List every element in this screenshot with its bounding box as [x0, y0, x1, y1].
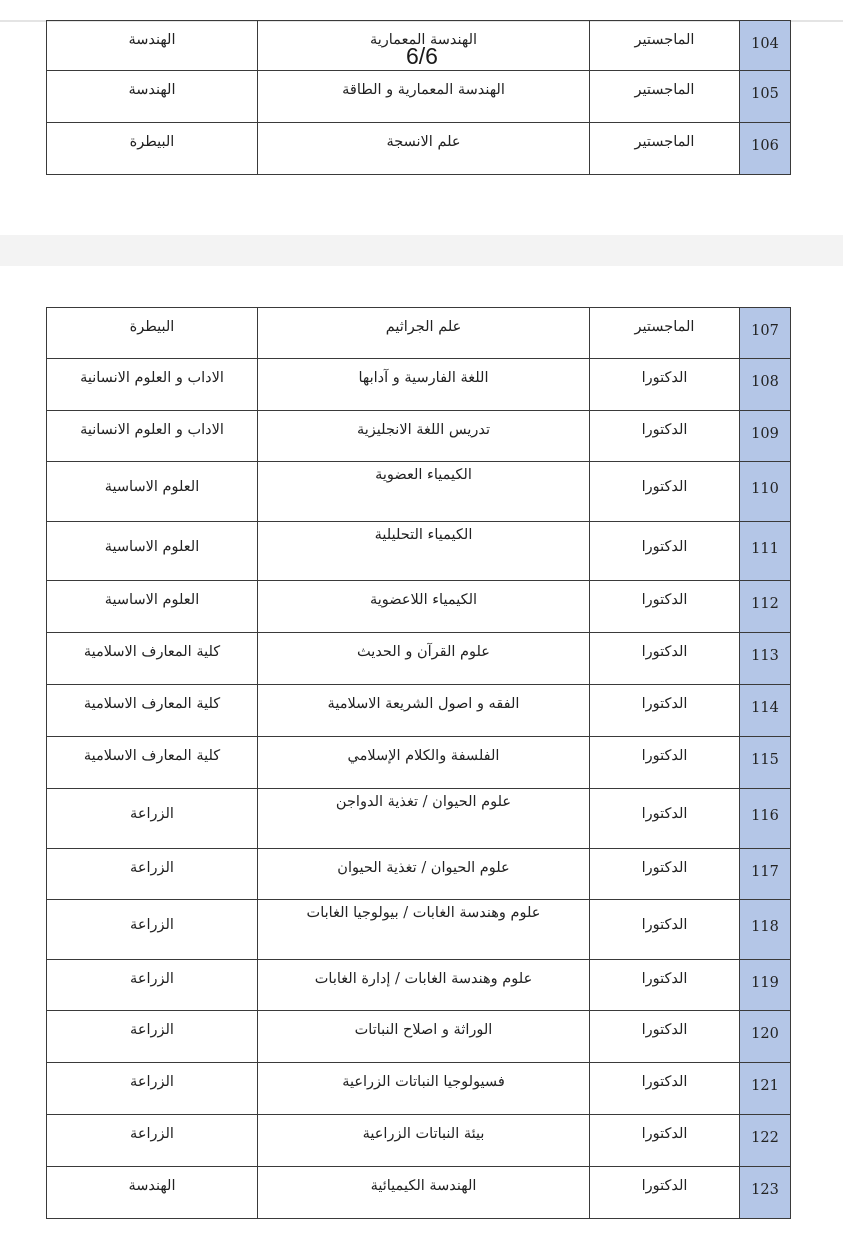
degree-text: الماجستير: [634, 319, 695, 335]
row-number-cell: [740, 308, 791, 359]
faculty-text: الزراعة: [130, 917, 174, 933]
faculty-text: الهندسة: [128, 32, 176, 48]
major-text: علوم القرآن و الحديث: [357, 644, 490, 660]
row-number-cell: [740, 462, 791, 522]
major-cell: [258, 71, 590, 123]
degree-cell: [590, 123, 740, 175]
table-row: [47, 71, 791, 123]
degree-cell: [590, 849, 740, 900]
faculty-cell: [47, 359, 258, 411]
row-number-cell: [740, 359, 791, 411]
faculty-cell: [47, 685, 258, 737]
row-number-cell: [740, 1115, 791, 1167]
degree-text: الدكتورا: [641, 1126, 688, 1142]
row-number: 121: [751, 1078, 779, 1094]
faculty-text: العلوم الاساسية: [104, 539, 200, 555]
degree-cell: [590, 900, 740, 960]
major-text: تدريس اللغة الانجليزية: [356, 422, 491, 438]
faculty-text: كلية المعارف الاسلامية: [83, 696, 221, 712]
row-number: 118: [751, 919, 779, 935]
row-number: 106: [751, 138, 779, 154]
table-row: [47, 737, 791, 789]
row-number-cell: [740, 21, 791, 71]
faculty-cell: [47, 1063, 258, 1115]
page-separator-band: [0, 235, 843, 266]
faculty-cell: [47, 737, 258, 789]
table-row: [47, 789, 791, 849]
major-text: الفقه و اصول الشريعة الاسلامية: [327, 696, 520, 712]
row-number-cell: [740, 900, 791, 960]
major-cell: [258, 522, 590, 581]
major-cell: [258, 960, 590, 1011]
row-number-cell: [740, 71, 791, 123]
row-number-cell: [740, 1167, 791, 1219]
row-number: 115: [751, 752, 779, 768]
row-number: 117: [751, 864, 779, 880]
major-cell: [258, 581, 590, 633]
faculty-cell: [47, 71, 258, 123]
degree-cell: [590, 1063, 740, 1115]
major-text: الوراثة و اصلاح النباتات: [354, 1022, 493, 1038]
faculty-cell: [47, 789, 258, 849]
faculty-cell: [47, 849, 258, 900]
degree-text: الماجستير: [634, 32, 695, 48]
major-cell: [258, 359, 590, 411]
table-row: [47, 1011, 791, 1063]
row-number-cell: [740, 849, 791, 900]
major-cell: [258, 737, 590, 789]
faculty-text: الهندسة: [128, 1178, 176, 1194]
major-text: علم الجراثيم: [385, 319, 462, 335]
major-cell: [258, 123, 590, 175]
faculty-cell: [47, 633, 258, 685]
faculty-text: البيطرة: [129, 134, 175, 150]
faculty-text: الاداب و العلوم الانسانية: [80, 370, 224, 386]
faculty-cell: [47, 123, 258, 175]
degree-text: الدكتورا: [641, 917, 688, 933]
degree-cell: [590, 1011, 740, 1063]
degree-cell: [590, 359, 740, 411]
table-row: [47, 308, 791, 359]
table-row: [47, 1115, 791, 1167]
row-number-cell: [740, 411, 791, 462]
major-text: علوم الحيوان / تغذية الحيوان: [337, 860, 510, 876]
major-text: الكيمياء العضوية: [375, 467, 472, 483]
degree-cell: [590, 960, 740, 1011]
degree-text: الدكتورا: [641, 592, 688, 608]
row-number: 119: [751, 975, 779, 991]
major-cell: [258, 1167, 590, 1219]
row-number-cell: [740, 789, 791, 849]
row-number-cell: [740, 522, 791, 581]
faculty-cell: [47, 960, 258, 1011]
faculty-text: الاداب و العلوم الانسانية: [80, 422, 224, 438]
major-cell: [258, 462, 590, 522]
faculty-cell: [47, 21, 258, 71]
table-row: [47, 411, 791, 462]
degree-cell: [590, 308, 740, 359]
row-number: 111: [751, 541, 779, 557]
degree-cell: [590, 71, 740, 123]
major-cell: [258, 411, 590, 462]
degree-text: الدكتورا: [641, 370, 688, 386]
degree-cell: [590, 1115, 740, 1167]
table-row: [47, 633, 791, 685]
faculty-cell: [47, 462, 258, 522]
faculty-text: البيطرة: [129, 319, 175, 335]
row-number-cell: [740, 737, 791, 789]
row-number: 112: [751, 596, 779, 612]
row-number: 123: [751, 1182, 779, 1198]
major-text: علوم وهندسة الغابات / بيولوجيا الغابات: [306, 905, 541, 921]
major-cell: [258, 849, 590, 900]
degree-cell: [590, 581, 740, 633]
faculty-cell: [47, 411, 258, 462]
faculty-cell: [47, 308, 258, 359]
row-number: 113: [751, 648, 779, 664]
faculty-text: الزراعة: [130, 1126, 174, 1142]
major-text: الهندسة الكيميائية: [370, 1178, 477, 1194]
degree-text: الدكتورا: [641, 539, 688, 555]
table-row: [47, 1167, 791, 1219]
table-row: [47, 900, 791, 960]
faculty-cell: [47, 522, 258, 581]
degree-cell: [590, 411, 740, 462]
major-text: علوم الحيوان / تغذية الدواجن: [335, 794, 512, 810]
row-number: 108: [751, 374, 779, 390]
degree-text: الدكتورا: [641, 479, 688, 495]
table-row: [47, 123, 791, 175]
degree-cell: [590, 462, 740, 522]
row-number: 109: [751, 426, 779, 442]
row-number-cell: [740, 633, 791, 685]
major-text: اللغة الفارسية و آدابها: [358, 370, 489, 386]
table-row: [47, 522, 791, 581]
faculty-text: الزراعة: [130, 1074, 174, 1090]
faculty-text: كلية المعارف الاسلامية: [83, 748, 221, 764]
row-number: 116: [751, 808, 779, 824]
faculty-cell: [47, 1115, 258, 1167]
major-text: الكيمياء اللاعضوية: [369, 592, 478, 608]
degree-text: الدكتورا: [641, 644, 688, 660]
degree-text: الماجستير: [634, 82, 695, 98]
row-number: 105: [751, 86, 779, 102]
major-text: فسيولوجيا النباتات الزراعية: [342, 1074, 505, 1090]
degree-cell: [590, 633, 740, 685]
row-number-cell: [740, 123, 791, 175]
row-number: 120: [751, 1026, 779, 1042]
major-text: الفلسفة والكلام الإسلامي: [347, 748, 500, 764]
degree-cell: [590, 1167, 740, 1219]
table-programs-part-2: [46, 307, 791, 1219]
faculty-cell: [47, 1167, 258, 1219]
degree-cell: [590, 737, 740, 789]
major-cell: [258, 685, 590, 737]
table-row: [47, 359, 791, 411]
table-row: [47, 581, 791, 633]
major-text: علوم وهندسة الغابات / إدارة الغابات: [314, 971, 533, 987]
row-number: 107: [751, 323, 779, 339]
major-cell: [258, 1063, 590, 1115]
table-row: [47, 849, 791, 900]
degree-text: الدكتورا: [641, 860, 688, 876]
major-cell: [258, 1115, 590, 1167]
major-cell: [258, 789, 590, 849]
faculty-text: كلية المعارف الاسلامية: [83, 644, 221, 660]
degree-text: الدكتورا: [641, 696, 688, 712]
degree-text: الدكتورا: [641, 1178, 688, 1194]
major-text: بيئة النباتات الزراعية: [362, 1126, 485, 1142]
major-cell: [258, 1011, 590, 1063]
table-row: [47, 462, 791, 522]
faculty-cell: [47, 900, 258, 960]
faculty-cell: [47, 1011, 258, 1063]
faculty-text: العلوم الاساسية: [104, 592, 200, 608]
faculty-text: الزراعة: [130, 806, 174, 822]
degree-text: الدكتورا: [641, 748, 688, 764]
table-row: [47, 1063, 791, 1115]
degree-text: الماجستير: [634, 134, 695, 150]
faculty-cell: [47, 581, 258, 633]
major-cell: [258, 308, 590, 359]
row-number: 122: [751, 1130, 779, 1146]
row-number-cell: [740, 581, 791, 633]
faculty-text: الزراعة: [130, 860, 174, 876]
degree-text: الدكتورا: [641, 1074, 688, 1090]
degree-text: الدكتورا: [641, 806, 688, 822]
degree-text: الدكتورا: [641, 971, 688, 987]
major-text: الهندسة المعمارية و الطاقة: [342, 82, 505, 98]
row-number-cell: [740, 685, 791, 737]
row-number-cell: [740, 1011, 791, 1063]
row-number: 114: [751, 700, 779, 716]
faculty-text: الزراعة: [130, 1022, 174, 1038]
faculty-text: الزراعة: [130, 971, 174, 987]
table-row: [47, 960, 791, 1011]
page-indicator: 6/6: [406, 43, 438, 69]
major-text: علم الانسجة: [386, 134, 461, 150]
degree-text: الدكتورا: [641, 1022, 688, 1038]
major-text: الهندسة المعمارية: [369, 32, 478, 48]
row-number-cell: [740, 960, 791, 1011]
faculty-text: الهندسة: [128, 82, 176, 98]
degree-cell: [590, 685, 740, 737]
row-number: 104: [751, 36, 779, 52]
degree-cell: [590, 522, 740, 581]
table-row: [47, 685, 791, 737]
major-cell: [258, 900, 590, 960]
degree-cell: [590, 789, 740, 849]
degree-cell: [590, 21, 740, 71]
row-number-cell: [740, 1063, 791, 1115]
major-cell: [258, 633, 590, 685]
faculty-text: العلوم الاساسية: [104, 479, 200, 495]
row-number: 110: [751, 481, 779, 497]
degree-text: الدكتورا: [641, 422, 688, 438]
major-text: الكيمياء التحليلية: [374, 527, 473, 543]
